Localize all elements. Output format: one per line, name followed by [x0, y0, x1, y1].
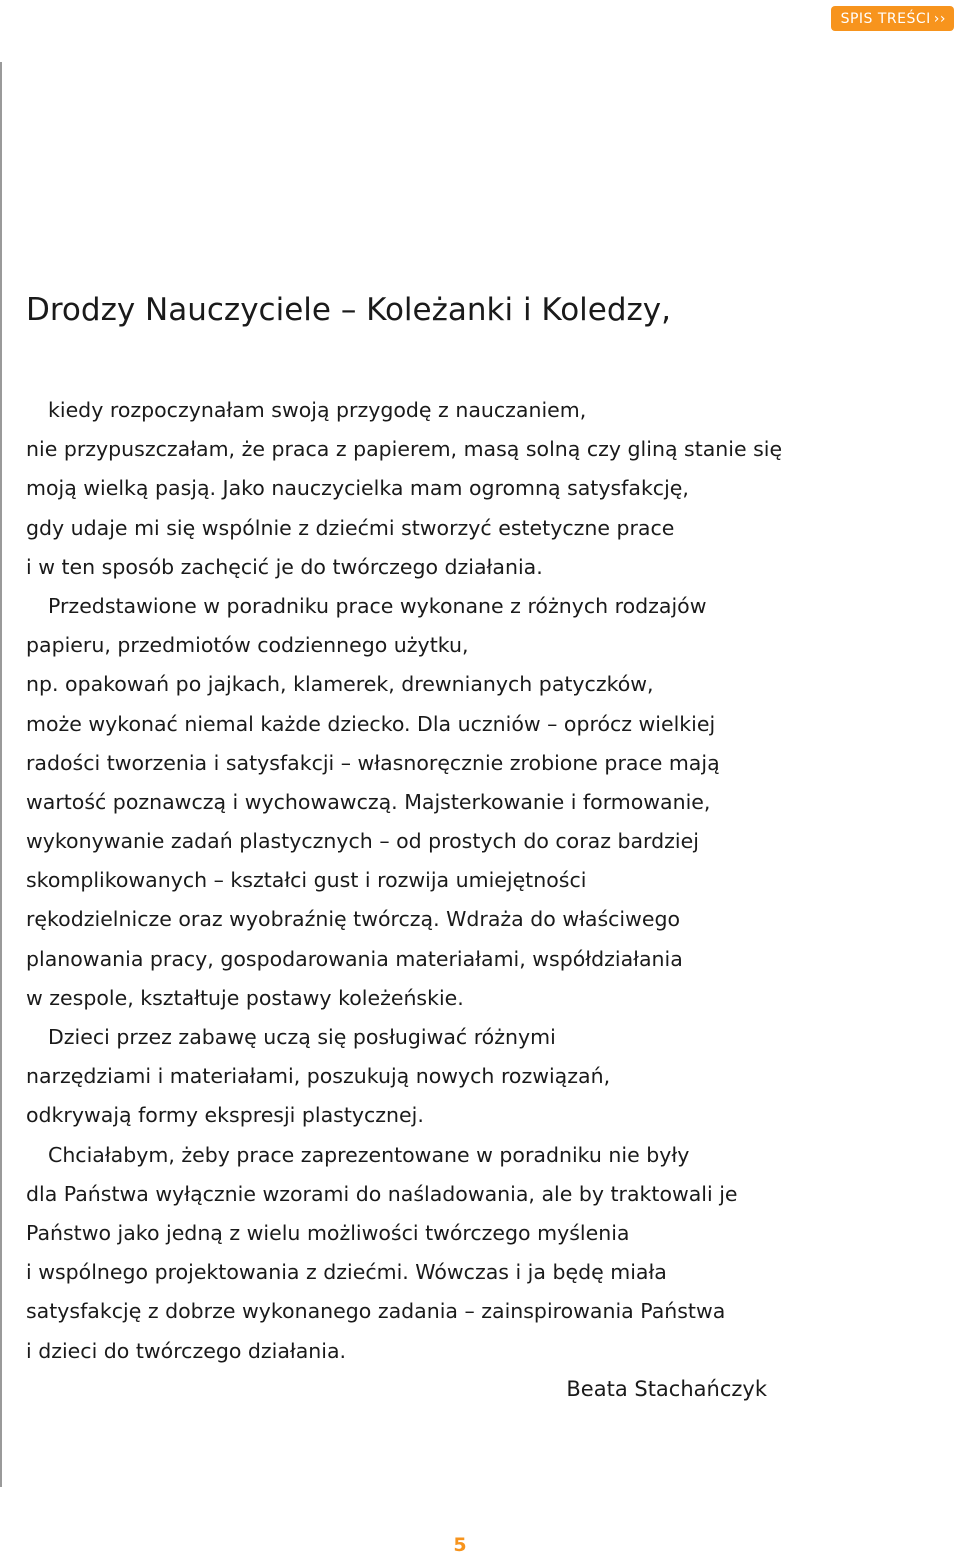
- body-line: papieru, przedmiotów codziennego użytku,: [26, 633, 469, 658]
- body-line: planowania pracy, gospodarowania materiałami, współdziałania: [26, 946, 683, 971]
- body-line: satysfakcję z dobrze wykonanego zadania – zainspirowania Państwa: [26, 1299, 726, 1324]
- body-line: i dzieci do twórczego działania.: [26, 1338, 347, 1363]
- body-line: dla Państwa wyłącznie wzorami do naśladowania, ale by traktowali je: [26, 1181, 738, 1206]
- body-line: i wspólnego projektowania z dziećmi. Wówczas i ja będę miała: [26, 1260, 667, 1285]
- double-chevron-right-icon: ››: [933, 10, 946, 27]
- body-line: Chciałabym, żeby prace zaprezentowane w poradniku nie były: [48, 1142, 690, 1167]
- page-left-rule: [0, 62, 2, 1487]
- body-line: skomplikowanych – kształci gust i rozwija umiejętności: [26, 868, 587, 893]
- body-line: narzędziami i materiałami, poszukują nowych rozwiązań,: [26, 1064, 611, 1089]
- page-number: 5: [453, 1534, 467, 1556]
- body-line: w zespole, kształtuje postawy koleżeńskie.: [26, 985, 464, 1010]
- body-line: Dzieci przez zabawę uczą się posługiwać różnymi: [48, 1025, 556, 1049]
- body-line: wartość poznawczą i wychowawczą. Majsterkowanie i formowanie,: [26, 789, 711, 814]
- letter-title: Drodzy Nauczyciele – Koleżanki i Koledzy,: [26, 292, 671, 328]
- body-line: Państwo jako jedną z wielu możliwości twórczego myślenia: [26, 1220, 630, 1245]
- body-line: wykonywanie zadań plastycznych – od prostych do coraz bardziej: [26, 829, 699, 854]
- body-line: gdy udaje mi się wspólnie z dziećmi stworzyć estetyczne prace: [26, 515, 675, 540]
- toc-label: SPIS TREŚCI: [840, 10, 931, 27]
- body-line: rękodzielnicze oraz wyobraźnię twórczą. Wdraża do właściwego: [26, 907, 681, 932]
- body-line: nie przypuszczałam, że praca z papierem, masą solną czy gliną stanie się: [26, 437, 783, 462]
- body-line: może wykonać niemal każde dziecko. Dla uczniów – oprócz wielkiej: [26, 711, 716, 736]
- body-line: Przedstawione w poradniku prace wykonane z różnych rodzajów: [48, 593, 707, 618]
- signature: Beata Stachańczyk: [566, 1377, 767, 1401]
- body-line: radości tworzenia i satysfakcji – własnoręcznie zrobione prace mają: [26, 750, 720, 775]
- body-line: i w ten sposób zachęcić je do twórczego działania.: [26, 554, 543, 579]
- body-line: odkrywają formy ekspresji plastycznej.: [26, 1103, 424, 1128]
- table-of-contents-button[interactable]: [831, 6, 954, 31]
- body-line: np. opakowań po jajkach, klamerek, drewnianych patyczków,: [26, 672, 654, 697]
- body-line: kiedy rozpoczynałam swoją przygodę z nauczaniem,: [48, 398, 587, 422]
- letter-body: [26, 391, 806, 1371]
- body-line: moją wielką pasją. Jako nauczycielka mam ogromną satysfakcję,: [26, 476, 689, 501]
